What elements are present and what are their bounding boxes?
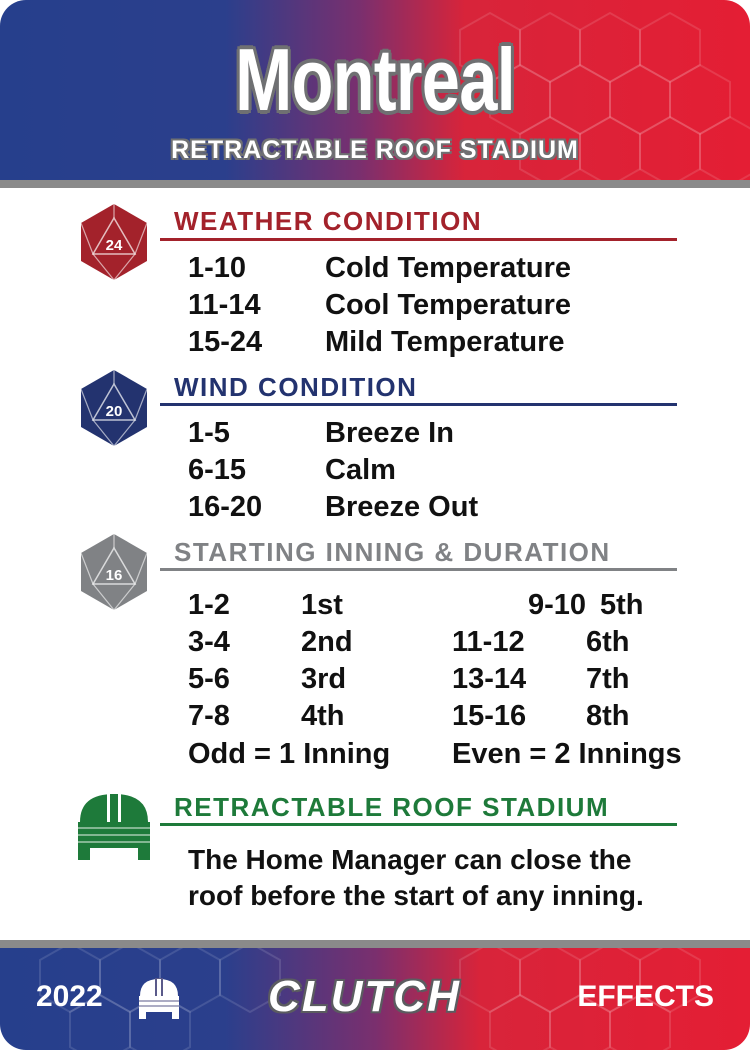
roof-section-rule (160, 823, 677, 826)
wind-section-title: WIND CONDITION (174, 372, 418, 402)
footer-year: 2022 (36, 980, 103, 1013)
roof-section-title: RETRACTABLE ROOF STADIUM (174, 792, 610, 822)
roof-rule-text: The Home Manager can close the roof before the start of any inning. (188, 844, 644, 911)
weather-section-rule (160, 238, 677, 241)
weather-section-title: WEATHER CONDITION (174, 206, 483, 236)
inning-row: 3-4 2nd (188, 626, 353, 658)
inning-row: 11-12 6th (452, 626, 630, 658)
inning-section-title: STARTING INNING & DURATION (174, 537, 611, 567)
brand-logo: CLUTCH (268, 972, 461, 1021)
d16-die-icon (74, 532, 154, 612)
footer-stadium-icon (136, 976, 182, 1020)
inning-row: 7-8 4th (188, 700, 345, 732)
inning-row: 13-14 7th (452, 663, 630, 695)
d16-die-label: 16 (105, 567, 123, 584)
header-divider (0, 180, 750, 188)
odd-note: Odd = 1 Inning (188, 738, 391, 770)
weather-row: 1-10 Cold Temperature (188, 252, 572, 284)
page-title: Montreal (235, 30, 515, 129)
wind-row: 1-5 Breeze In (188, 417, 454, 449)
d20-die-icon (74, 368, 154, 448)
wind-row: 6-15 Calm (188, 454, 396, 486)
wind-section-rule (160, 403, 677, 406)
d24-die-label: 24 (105, 237, 123, 254)
inning-row: 5-6 3rd (188, 663, 347, 695)
stadium-icon (74, 788, 154, 862)
weather-row: 15-24 Mild Temperature (188, 326, 565, 358)
page-subtitle: RETRACTABLE ROOF STADIUM (171, 136, 579, 164)
weather-row: 11-14 Cool Temperature (188, 289, 572, 321)
inning-row: 15-16 8th (452, 700, 630, 732)
footer-category: EFFECTS (577, 980, 714, 1013)
d24-die-icon (74, 202, 154, 282)
inning-row: 9-10 (527, 589, 586, 621)
d20-die-label: 20 (105, 403, 123, 420)
inning-section-rule (160, 568, 677, 571)
wind-row: 16-20 Breeze Out (188, 491, 479, 523)
inning-row: 1-2 1st (188, 589, 343, 621)
inning-row: 5th (600, 589, 644, 621)
even-note: Even = 2 Innings (452, 738, 682, 770)
footer-divider (0, 940, 750, 948)
